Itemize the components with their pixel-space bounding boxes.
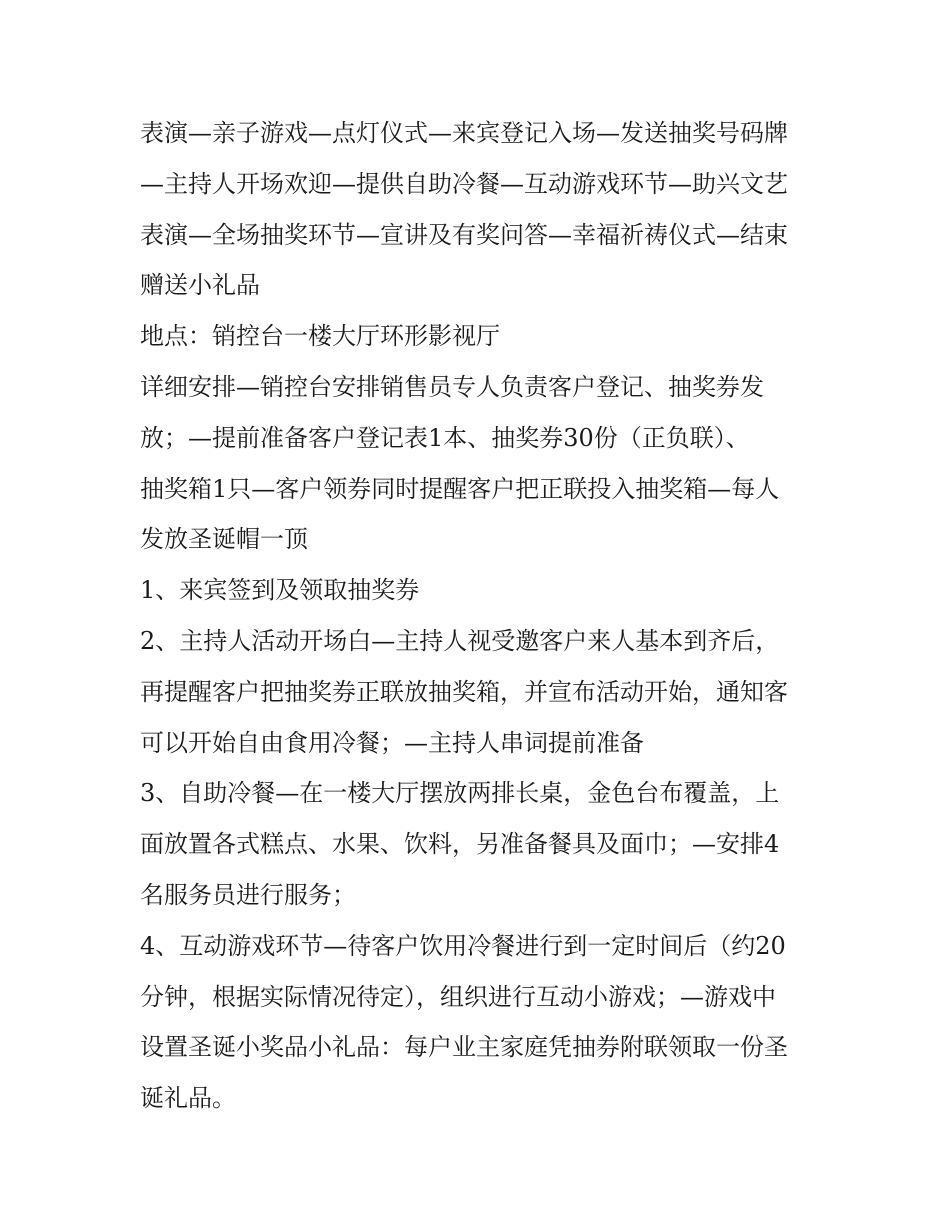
document-body [140, 108, 820, 1124]
text-line: 详细安排—销控台安排销售员专人负责客户登记、抽奖券发 [140, 372, 764, 401]
text-line: 表演—亲子游戏—点灯仪式—来宾登记入场—发送抽奖号码牌 [140, 119, 788, 147]
text-line: 发放圣诞帽一顶 [140, 525, 308, 554]
text-line: 面放置各式糕点、水果、饮料，另准备餐具及面巾；—安排4 [140, 830, 780, 859]
text-line: 再提醒客户把抽奖券正联放抽奖箱，并宣布活动开始，通知客 [140, 677, 788, 706]
text-line: 放；—提前准备客户登记表1本、抽奖券30份（正负联）、 [140, 423, 750, 452]
list-item: 2、主持人活动开场白—主持人视受邀客户来人基本到齐后， [140, 626, 780, 655]
text-line: 名服务员进行服务； [140, 880, 356, 909]
location-line: 地点：销控台一楼大厅环形影视厅 [140, 322, 500, 351]
list-item: 1、来宾签到及领取抽奖券 [140, 576, 420, 605]
text-line: 分钟，根据实际情况待定），组织进行互动小游戏；—游戏中 [140, 982, 776, 1011]
text-line: 表演—全场抽奖环节—宣讲及有奖问答—幸福祈祷仪式—结束 [140, 220, 788, 249]
text-line: 可以开始自由食用冷餐；—主持人串词提前准备 [140, 728, 644, 757]
text-line: —主持人开场欢迎—提供自助冷餐—互动游戏环节—助兴文艺 [140, 169, 788, 198]
text-line: 赠送小礼品 [140, 271, 260, 300]
list-item: 3、自助冷餐—在一楼大厅摆放两排长桌，金色台布覆盖，上 [140, 779, 780, 808]
text-line: 设置圣诞小奖品小礼品：每户业主家庭凭抽券附联领取一份圣 [140, 1033, 788, 1062]
list-item: 4、互动游戏环节—待客户饮用冷餐进行到一定时间后（约20 [140, 931, 786, 960]
text-line: 抽奖箱1只—客户领券同时提醒客户把正联投入抽奖箱—每人 [140, 474, 780, 503]
text-line: 诞礼品。 [140, 1084, 236, 1113]
